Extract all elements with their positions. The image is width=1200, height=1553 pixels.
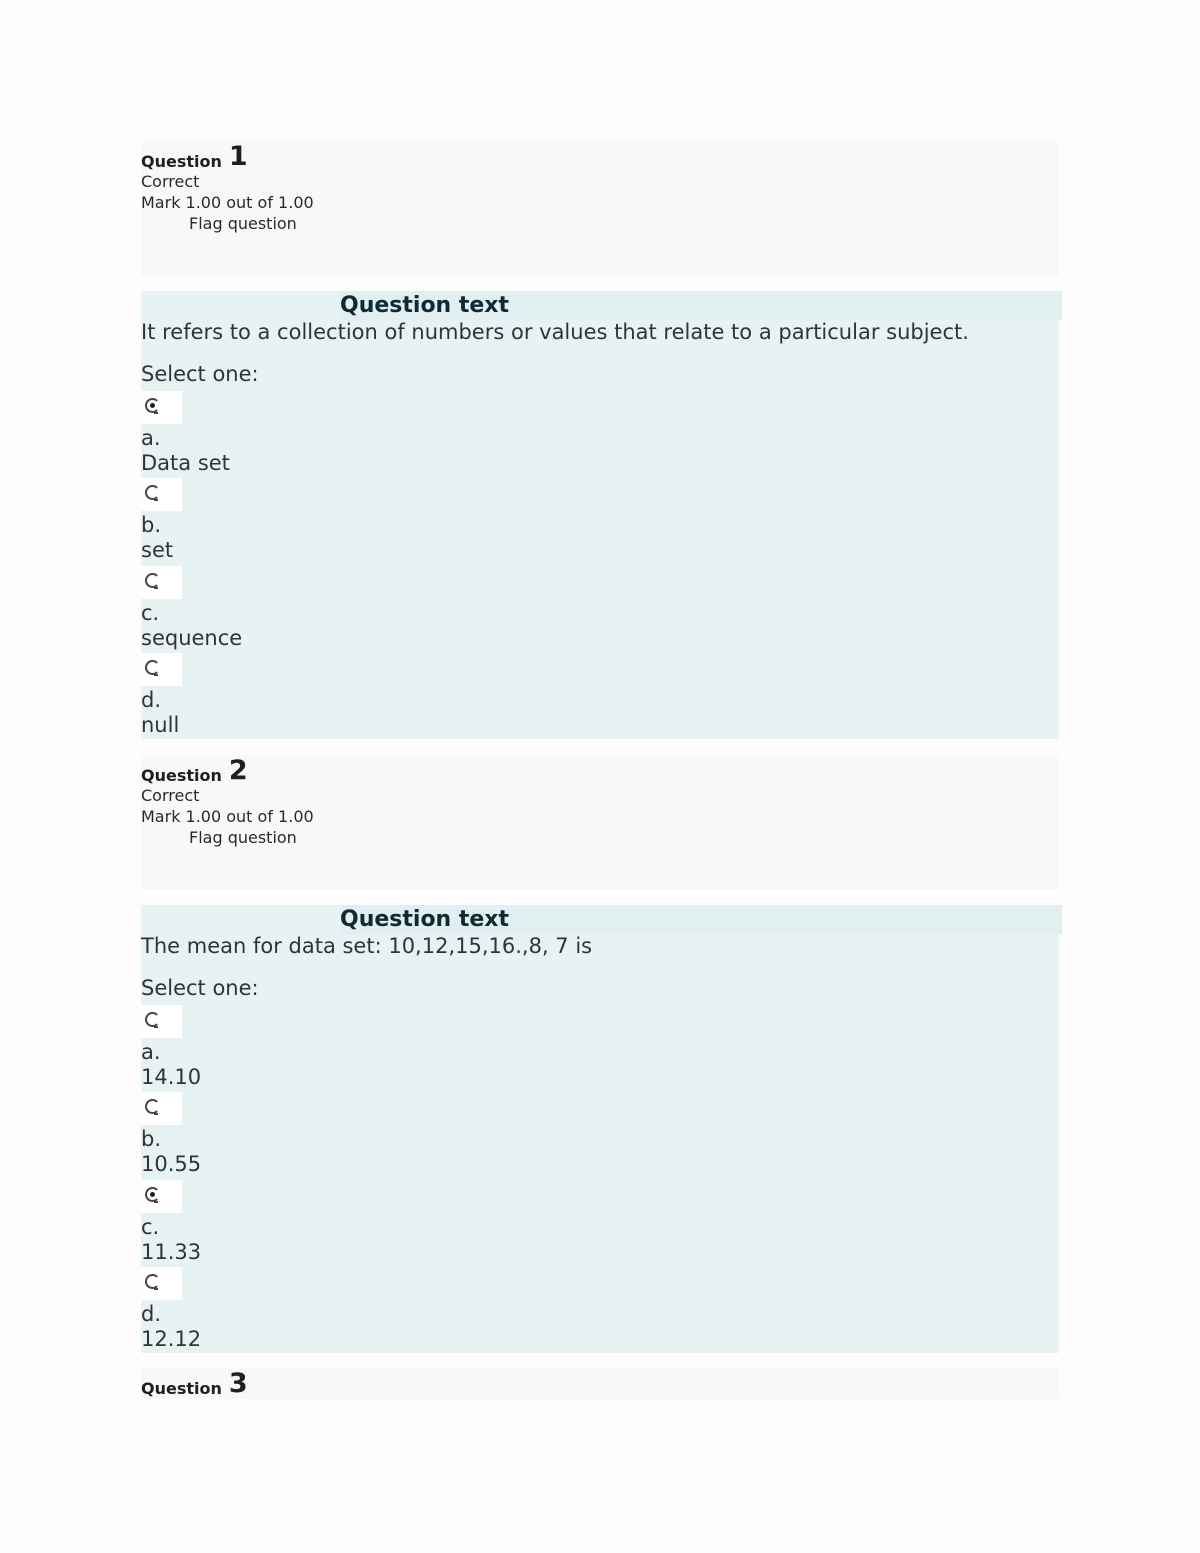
answer-option-b[interactable] — [141, 478, 441, 566]
answer-text[interactable]: 10.55 — [141, 1152, 202, 1176]
question-text-heading: Question text — [340, 905, 1062, 934]
question-3-info — [141, 1368, 1059, 1399]
answer-text[interactable]: 14.10 — [141, 1065, 202, 1089]
select-one-prompt: Select one: — [141, 362, 259, 386]
answer-option-c[interactable] — [141, 566, 441, 654]
answer-letter: d. — [141, 1302, 162, 1326]
question-2-info — [141, 755, 1059, 890]
question-number: 1 — [228, 141, 248, 172]
question-grade: Mark 1.00 out of 1.00 — [141, 193, 314, 212]
answer-option-b[interactable] — [141, 1092, 441, 1180]
answer-letter: a. — [141, 1040, 161, 1064]
question-word: Question — [141, 766, 222, 785]
radio-box[interactable] — [141, 653, 182, 686]
answer-option-c[interactable] — [141, 1180, 441, 1268]
answer-letter: c. — [141, 601, 160, 625]
question-number-line — [141, 755, 1059, 785]
radio-box[interactable] — [141, 391, 182, 424]
answer-option-d[interactable] — [141, 653, 441, 741]
radio-box[interactable] — [141, 1092, 182, 1125]
answer-option-a[interactable] — [141, 1005, 441, 1093]
question-2-content — [141, 905, 1059, 1353]
radio-box[interactable] — [141, 1005, 182, 1038]
radio-unchecked-icon[interactable] — [145, 660, 160, 675]
answer-letter: d. — [141, 688, 162, 712]
radio-box[interactable] — [141, 478, 182, 511]
answer-letter: b. — [141, 513, 162, 537]
answer-letter: c. — [141, 1215, 160, 1239]
answer-text[interactable]: 12.12 — [141, 1327, 202, 1351]
flag-question-toggle[interactable]: Flag question — [189, 828, 297, 847]
question-number-line — [141, 141, 1059, 171]
question-number: 3 — [228, 1368, 248, 1399]
answer-text[interactable]: 11.33 — [141, 1240, 202, 1264]
answer-text[interactable]: Data set — [141, 451, 230, 475]
answer-option-a[interactable] — [141, 391, 441, 479]
question-number: 2 — [228, 755, 248, 786]
question-text: It refers to a collection of numbers or values that relate to a particular subject. — [141, 320, 969, 344]
select-one-prompt: Select one: — [141, 976, 259, 1000]
answer-text[interactable]: null — [141, 713, 180, 737]
answer-text[interactable]: sequence — [141, 626, 243, 650]
radio-box[interactable] — [141, 1267, 182, 1300]
answer-option-d[interactable] — [141, 1267, 441, 1355]
answer-letter: a. — [141, 426, 161, 450]
question-state: Correct — [141, 172, 200, 191]
question-1-content — [141, 291, 1059, 739]
radio-unchecked-icon[interactable] — [145, 1099, 160, 1114]
flag-question-toggle[interactable]: Flag question — [189, 214, 297, 233]
question-number-line — [141, 1368, 1059, 1398]
radio-unchecked-icon[interactable] — [145, 485, 160, 500]
radio-box[interactable] — [141, 1180, 182, 1213]
radio-unchecked-icon[interactable] — [145, 1012, 160, 1027]
radio-box[interactable] — [141, 566, 182, 599]
question-grade: Mark 1.00 out of 1.00 — [141, 807, 314, 826]
answer-text[interactable]: set — [141, 538, 174, 562]
question-text: The mean for data set: 10,12,15,16.,8, 7 is — [141, 934, 593, 958]
question-word: Question — [141, 152, 222, 171]
radio-checked-icon[interactable] — [145, 398, 160, 413]
question-1-info — [141, 141, 1059, 276]
question-text-heading: Question text — [340, 291, 1062, 320]
question-word: Question — [141, 1379, 222, 1398]
question-state: Correct — [141, 786, 200, 805]
answer-letter: b. — [141, 1127, 162, 1151]
radio-unchecked-icon[interactable] — [145, 573, 160, 588]
radio-checked-icon[interactable] — [145, 1187, 160, 1202]
radio-unchecked-icon[interactable] — [145, 1274, 160, 1289]
